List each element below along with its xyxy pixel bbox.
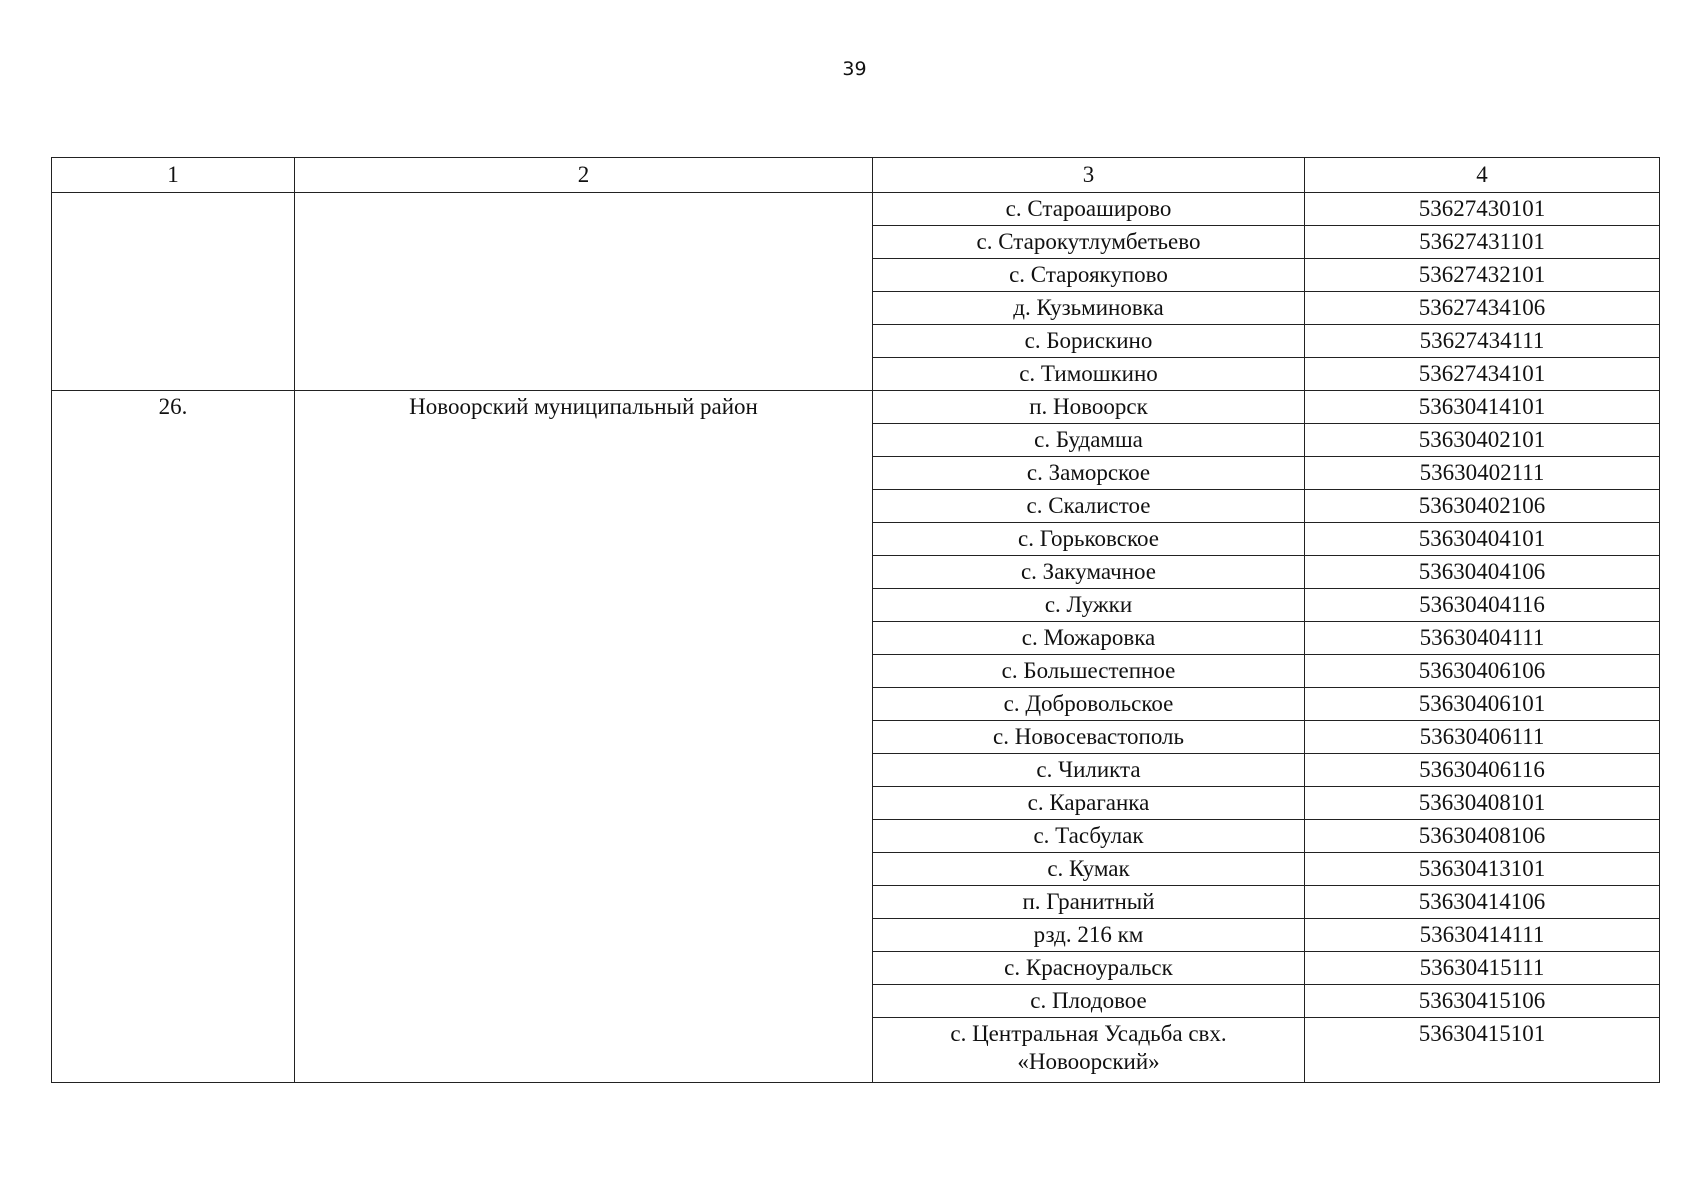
settlement-name-cell: с. Плодовое bbox=[873, 985, 1305, 1018]
district-cell: Новоорский муниципальный район bbox=[295, 391, 873, 1083]
settlement-name-cell: с. Старокутлумбетьево bbox=[873, 226, 1305, 259]
settlement-name-cell: п. Новоорск bbox=[873, 391, 1305, 424]
settlement-name-cell: п. Гранитный bbox=[873, 886, 1305, 919]
settlement-name-cell: с. Борискино bbox=[873, 325, 1305, 358]
oktmo-code-cell: 53627432101 bbox=[1305, 259, 1660, 292]
oktmo-code-cell: 53630414106 bbox=[1305, 886, 1660, 919]
oktmo-code-cell: 53627434101 bbox=[1305, 358, 1660, 391]
settlement-name-cell: с. Чиликта bbox=[873, 754, 1305, 787]
oktmo-code-cell: 53630404116 bbox=[1305, 589, 1660, 622]
settlement-name-cell: с. Тасбулак bbox=[873, 820, 1305, 853]
settlement-name-cell: с. Горьковское bbox=[873, 523, 1305, 556]
settlements-table bbox=[51, 157, 1660, 1083]
settlement-name-cell: с. Закумачное bbox=[873, 556, 1305, 589]
settlement-name-cell: с. Кумак bbox=[873, 853, 1305, 886]
oktmo-code-cell: 53630404101 bbox=[1305, 523, 1660, 556]
settlement-name-cell: с. Будамша bbox=[873, 424, 1305, 457]
oktmo-code-cell: 53627431101 bbox=[1305, 226, 1660, 259]
oktmo-code-cell: 53630402106 bbox=[1305, 490, 1660, 523]
settlement-name-cell: с. Караганка bbox=[873, 787, 1305, 820]
oktmo-code-cell: 53630404106 bbox=[1305, 556, 1660, 589]
oktmo-code-cell: 53627434111 bbox=[1305, 325, 1660, 358]
settlement-name-cell: с. Староякупово bbox=[873, 259, 1305, 292]
settlement-name-cell: с. Лужки bbox=[873, 589, 1305, 622]
table-body bbox=[52, 193, 1660, 1083]
settlement-name-cell: с. Можаровка bbox=[873, 622, 1305, 655]
header-row bbox=[52, 158, 1660, 193]
oktmo-code-cell: 53630408101 bbox=[1305, 787, 1660, 820]
oktmo-code-cell: 53630414101 bbox=[1305, 391, 1660, 424]
row-number-cell bbox=[52, 193, 295, 391]
oktmo-code-cell: 53630415106 bbox=[1305, 985, 1660, 1018]
settlement-name-cell: с. Староаширово bbox=[873, 193, 1305, 226]
settlement-name-cell: с. Красноуральск bbox=[873, 952, 1305, 985]
column-header: 3 bbox=[873, 158, 1305, 193]
oktmo-code-cell: 53630415111 bbox=[1305, 952, 1660, 985]
settlement-name-cell: с. Скалистое bbox=[873, 490, 1305, 523]
page-number: 39 bbox=[842, 58, 867, 80]
settlement-name-cell: с. Новосевастополь bbox=[873, 721, 1305, 754]
settlement-name-cell: рзд. 216 км bbox=[873, 919, 1305, 952]
oktmo-code-cell: 53630406101 bbox=[1305, 688, 1660, 721]
oktmo-code-cell: 53627434106 bbox=[1305, 292, 1660, 325]
oktmo-code-cell: 53630402111 bbox=[1305, 457, 1660, 490]
column-header: 4 bbox=[1305, 158, 1660, 193]
settlement-name-cell: с. Центральная Усадьба свх. «Новоорский» bbox=[873, 1018, 1305, 1083]
oktmo-code-cell: 53630406106 bbox=[1305, 655, 1660, 688]
settlement-name-cell: д. Кузьминовка bbox=[873, 292, 1305, 325]
oktmo-code-cell: 53630413101 bbox=[1305, 853, 1660, 886]
oktmo-code-cell: 53627430101 bbox=[1305, 193, 1660, 226]
table-row bbox=[52, 391, 1660, 424]
settlement-name-cell: с. Тимошкино bbox=[873, 358, 1305, 391]
settlement-name-cell: с. Заморское bbox=[873, 457, 1305, 490]
district-cell bbox=[295, 193, 873, 391]
column-header: 1 bbox=[52, 158, 295, 193]
row-number-cell: 26. bbox=[52, 391, 295, 1083]
oktmo-code-cell: 53630406111 bbox=[1305, 721, 1660, 754]
column-header: 2 bbox=[295, 158, 873, 193]
settlement-name-cell: с. Большестепное bbox=[873, 655, 1305, 688]
oktmo-code-cell: 53630414111 bbox=[1305, 919, 1660, 952]
table-row bbox=[52, 193, 1660, 226]
oktmo-code-cell: 53630402101 bbox=[1305, 424, 1660, 457]
settlement-name-cell: с. Добровольское bbox=[873, 688, 1305, 721]
oktmo-code-cell: 53630404111 bbox=[1305, 622, 1660, 655]
oktmo-code-cell: 53630415101 bbox=[1305, 1018, 1660, 1083]
oktmo-code-cell: 53630408106 bbox=[1305, 820, 1660, 853]
oktmo-code-cell: 53630406116 bbox=[1305, 754, 1660, 787]
